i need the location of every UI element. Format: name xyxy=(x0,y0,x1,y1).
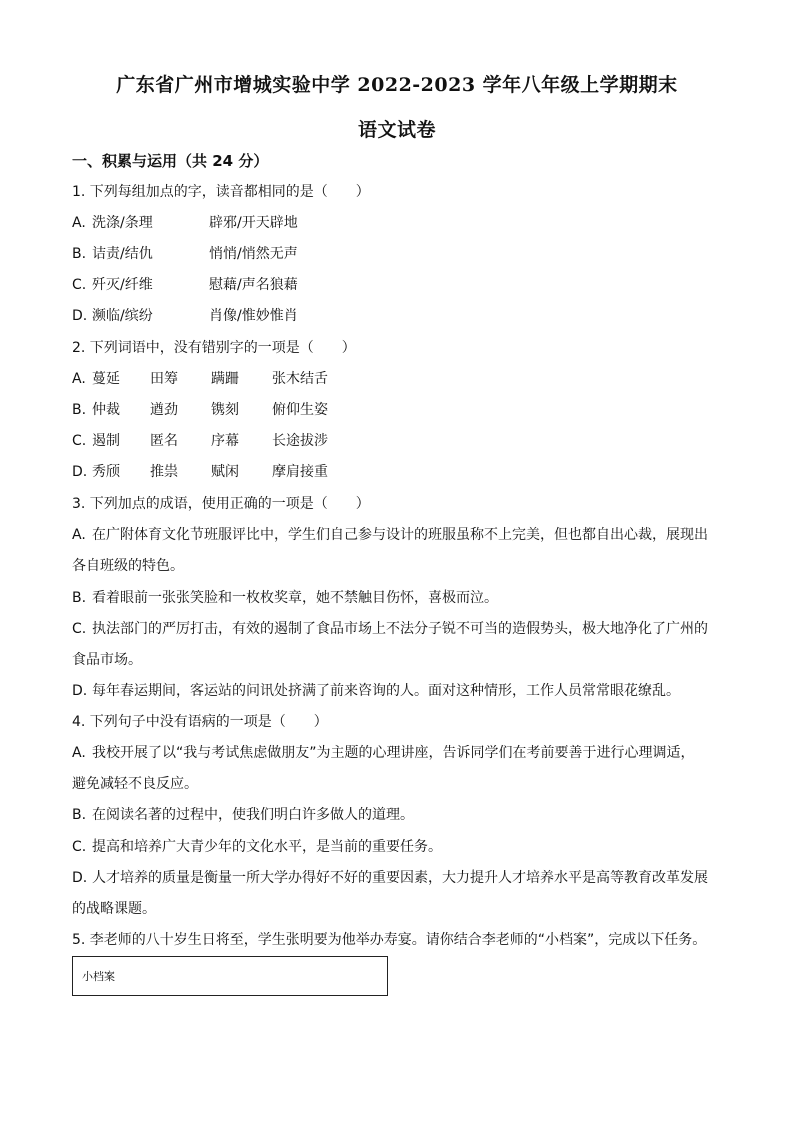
q3-option-c-cont: 食品市场。 xyxy=(72,652,142,668)
exam-subtitle: 语文试卷 xyxy=(357,119,436,141)
option-label: C. xyxy=(72,433,87,449)
option-text: 执法部门的严厉打击，有效的遏制了食品市场上不法分子锐不可当的造假势头，极大地净化了广州的 xyxy=(92,621,708,637)
word: 辟邪/开天辟地 xyxy=(209,215,298,231)
option-text: 人才培养的质量是衡量一所大学办得好不好的重要因素，大力提升人才培养水平是高等教育改革发展 xyxy=(92,870,708,886)
q4-option-b xyxy=(72,805,724,825)
question-4-stem: 4. 下列句子中没有语病的一项是（ ） xyxy=(72,714,328,730)
question-2-stem: 2. 下列词语中，没有错别字的一项是（ ） xyxy=(72,340,356,356)
word: 田筹 xyxy=(150,371,178,387)
word: 长途拔涉 xyxy=(272,433,328,449)
word: 诘责/结仇 xyxy=(92,246,153,262)
option-label: B. xyxy=(72,246,87,262)
q2-option-c xyxy=(72,431,724,451)
word: 濒临/缤纷 xyxy=(92,308,153,324)
q3-option-c xyxy=(72,619,724,639)
q4-option-c xyxy=(72,837,724,857)
q1-option-b xyxy=(72,244,724,264)
option-label: C. xyxy=(72,839,87,855)
word: 蔓延 xyxy=(92,371,120,387)
word: 慰藉/声名狼藉 xyxy=(209,277,298,293)
word: 推祟 xyxy=(150,464,178,480)
option-text: 每年春运期间，客运站的问讯处挤满了前来咨询的人。面对这种情形，工作人员常常眼花缭乱。 xyxy=(92,683,680,699)
profile-box xyxy=(72,956,388,996)
q4-option-d-cont: 的战略课题。 xyxy=(72,901,156,917)
q3-option-a xyxy=(72,525,724,545)
word: 赋闲 xyxy=(211,464,239,480)
option-label: B. xyxy=(72,807,87,823)
word: 肖像/惟妙惟肖 xyxy=(209,308,298,324)
q3-option-a-cont: 各自班级的特色。 xyxy=(72,558,184,574)
option-text: 看着眼前一张张笑脸和一枚枚奖章，她不禁触目伤怀，喜极而泣。 xyxy=(92,590,498,606)
word: 镌刻 xyxy=(211,402,239,418)
option-label: D. xyxy=(72,683,88,699)
question-1-stem: 1. 下列每组加点的字，读音都相同的是（ ） xyxy=(72,184,370,200)
q4-option-a-cont: 避免减轻不良反应。 xyxy=(72,776,198,792)
exam-title: 广东省广州市增城实验中学 2022-2023 学年八年级上学期期末 xyxy=(116,74,678,96)
option-label: D. xyxy=(72,870,88,886)
q3-option-d xyxy=(72,681,724,701)
option-label: C. xyxy=(72,277,87,293)
option-label: D. xyxy=(72,464,88,480)
option-text: 在广附体育文化节班服评比中，学生们自己参与设计的班服虽称不上完美，但也都自出心裁，展现出 xyxy=(92,527,708,543)
word: 歼灭/纤维 xyxy=(92,277,153,293)
option-label: D. xyxy=(72,308,88,324)
word: 摩肩接重 xyxy=(272,464,328,480)
word: 遒劲 xyxy=(150,402,178,418)
option-label: A. xyxy=(72,745,86,761)
option-label: A. xyxy=(72,527,86,543)
word: 悄悄/悄然无声 xyxy=(209,246,298,262)
option-text: 提高和培养广大青少年的文化水平，是当前的重要任务。 xyxy=(92,839,442,855)
question-3-stem: 3. 下列加点的成语，使用正确的一项是（ ） xyxy=(72,496,370,512)
q2-option-b xyxy=(72,400,724,420)
word: 洗涤/条理 xyxy=(92,215,153,231)
word: 蹒跚 xyxy=(211,371,239,387)
profile-box-label: 小档案 xyxy=(82,970,115,983)
word: 匿名 xyxy=(150,433,178,449)
option-label: B. xyxy=(72,590,87,606)
q4-option-a xyxy=(72,743,724,763)
q4-option-d xyxy=(72,868,724,888)
q3-option-b xyxy=(72,588,724,608)
word: 张木结舌 xyxy=(272,371,328,387)
option-text: 在阅读名著的过程中，使我们明白许多做人的道理。 xyxy=(92,807,414,823)
option-text: 我校开展了以“我与考试焦虑做朋友”为主题的心理讲座，告诉同学们在考前要善于进行心理调适， xyxy=(92,745,695,761)
option-label: C. xyxy=(72,621,87,637)
section-heading: 一、积累与运用（共 24 分） xyxy=(72,152,269,170)
word: 秀颀 xyxy=(92,464,120,480)
q1-option-a xyxy=(72,213,724,233)
q1-option-d xyxy=(72,306,724,326)
question-5-stem: 5. 李老师的八十岁生日将至，学生张明要为他举办寿宴。请你结合李老师的“小档案”，完成以下任务。 xyxy=(72,932,707,948)
option-label: A. xyxy=(72,215,86,231)
option-label: A. xyxy=(72,371,86,387)
q2-option-d xyxy=(72,462,724,482)
option-label: B. xyxy=(72,402,87,418)
q1-option-c xyxy=(72,275,724,295)
word: 遏制 xyxy=(92,433,120,449)
word: 俯仰生姿 xyxy=(272,402,328,418)
word: 序幕 xyxy=(211,433,239,449)
word: 仲裁 xyxy=(92,402,120,418)
q2-option-a xyxy=(72,369,724,389)
